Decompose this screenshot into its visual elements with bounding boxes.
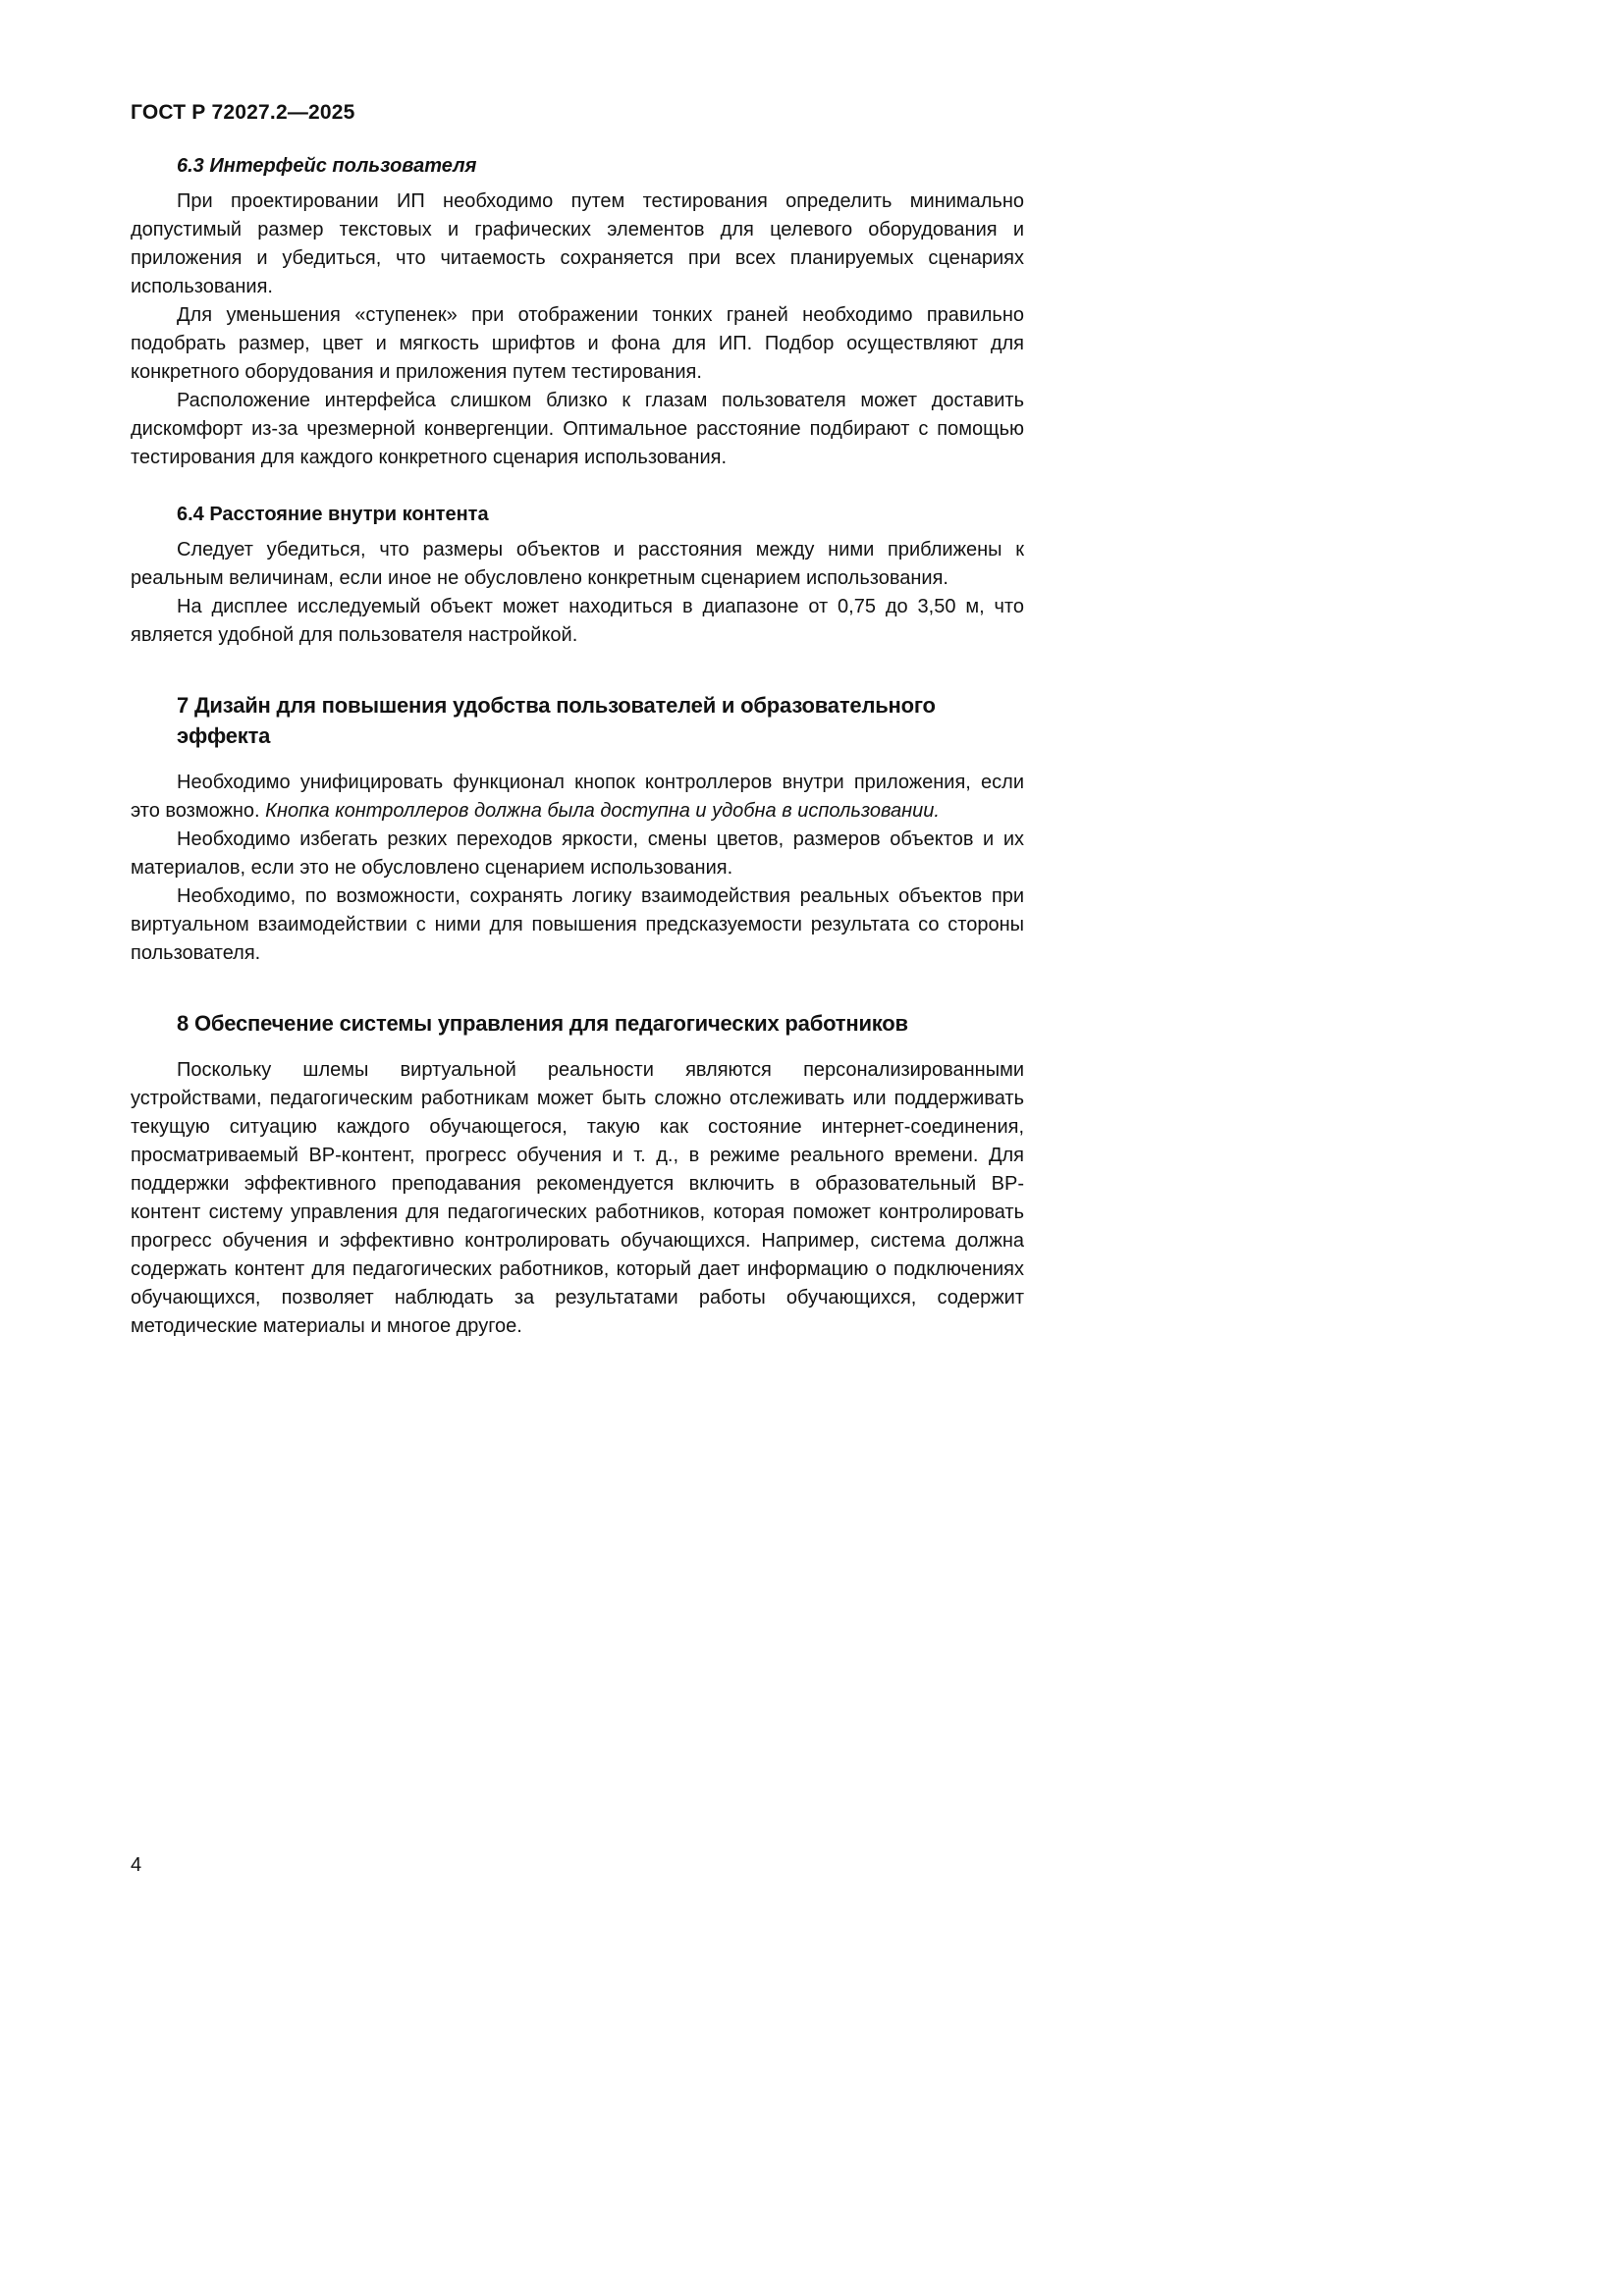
heading-8-management-system: 8 Обеспечение системы управления для педагогических работников: [177, 1011, 908, 1036]
paragraph-7-2: Необходимо избегать резких переходов яркости, смены цветов, размеров объектов и их материалов, если это не обусловлено сценарием использования.: [131, 828, 1024, 879]
document-content: [131, 152, 1024, 1341]
paragraph-7-1-normal-text: Необходимо унифицировать функционал кнопок контроллеров внутри приложения, если это возможно.: [131, 772, 1024, 822]
running-header-standard-designation: ГОСТ Р 72027.2—2025: [131, 101, 355, 124]
paragraph-6-4-2: На дисплее исследуемый объект может находиться в диапазоне от 0,75 до 3,50 м, что является удобной для пользователя настройкой.: [131, 596, 1024, 646]
heading-7-design: 7 Дизайн для повышения удобства пользователей и образовательного эффекта: [177, 693, 936, 748]
heading-6-4-content-distance: 6.4 Расстояние внутри контента: [177, 504, 489, 525]
paragraph-6-3-3: Расположение интерфейса слишком близко к глазам пользователя может доставить дискомфорт из-за чрезмерной конвергенции. Оптимальное расстояние подбирают с помощью тестирования для каждого конкретного сценария использования.: [131, 390, 1024, 468]
paragraph-7-3: Необходимо, по возможности, сохранять логику взаимодействия реальных объектов при виртуальном взаимодействии с ними для повышения предсказуемости результата со стороны пользователя.: [131, 885, 1024, 964]
paragraph-6-3-1: При проектировании ИП необходимо путем тестирования определить минимально допустимый размер текстовых и графических элементов для целевого оборудования и приложения и убедиться, что читаемость сохраняется при всех планируемых сценариях использования.: [131, 190, 1024, 297]
paragraph-8-1: Поскольку шлемы виртуальной реальности являются персонализированными устройствами, педагогическим работникам может быть сложно отслеживать или поддерживать текущую ситуацию каждого обучающегося, такую как состояние интернет-соединения, просматриваемый ВР-контент, прогресс обучения и т. д., в режиме реального времени. Для поддержки эффективного преподавания рекомендуется включить в образовательный ВР-контент систему управления для педагогических работников, которая поможет контролировать прогресс обучения и эффективно контролировать обучающихся. Например, система должна содержать контент для педагогических работников, который дает информацию о подключениях обучающихся, позволяет наблюдать за результатами работы обучающихся, содержит методические материалы и многое другое.: [131, 1059, 1024, 1337]
paragraph-7-1-italic-text: Кнопка контроллеров должна была доступна и удобна в использовании.: [265, 800, 940, 822]
heading-6-3-user-interface: 6.3 Интерфейс пользователя: [177, 155, 477, 177]
paragraph-7-1: [131, 769, 1024, 826]
paragraph-6-3-2: Для уменьшения «ступенек» при отображении тонких граней необходимо правильно подобрать размер, цвет и мягкость шрифтов и фона для ИП. Подбор осуществляют для конкретного оборудования и приложения путем тестирования.: [131, 304, 1024, 383]
page-number: 4: [131, 1854, 142, 1876]
paragraph-6-4-1: Следует убедиться, что размеры объектов и расстояния между ними приближены к реальным величинам, если иное не обусловлено конкретным сценарием использования.: [131, 539, 1024, 589]
